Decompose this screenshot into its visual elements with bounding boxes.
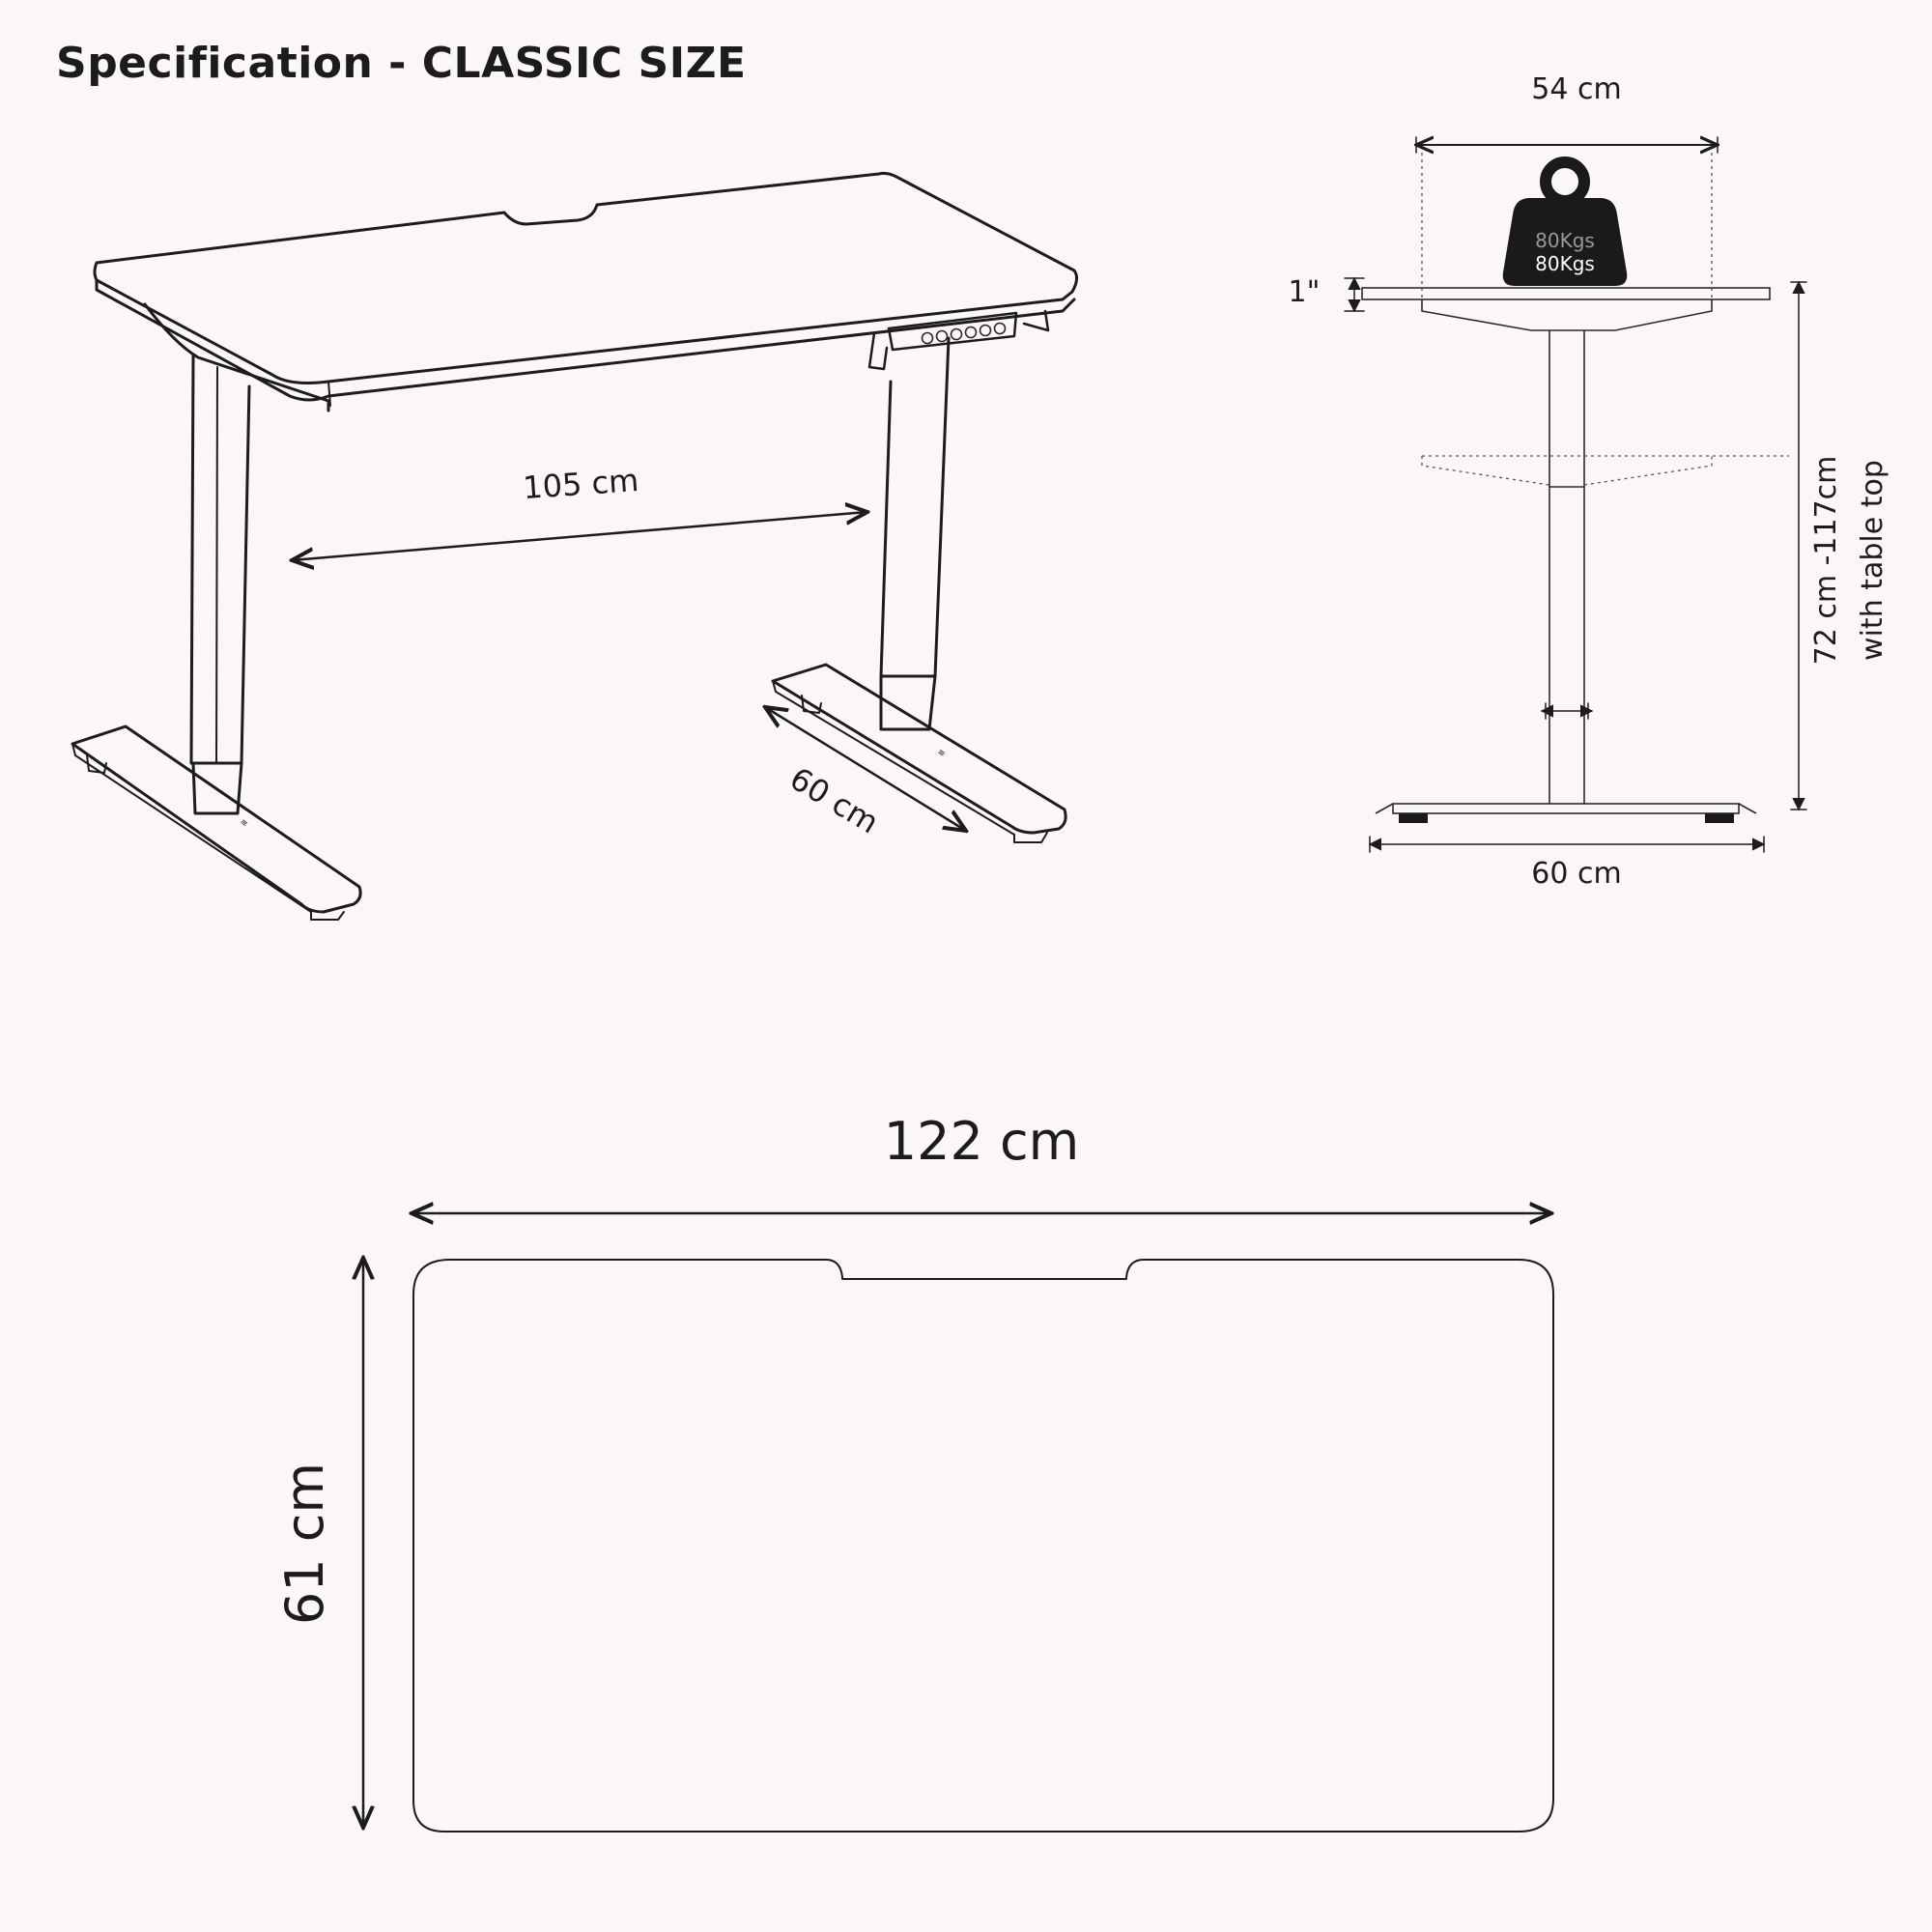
side-view — [1289, 72, 1889, 891]
svg-text:≋: ≋ — [935, 747, 948, 760]
leg-span-dimension-line — [292, 512, 867, 560]
page-title: Specification - CLASSIC SIZE — [56, 39, 747, 88]
base-width-label: 60 cm — [1531, 857, 1622, 891]
svg-text:80Kgs: 80Kgs — [1535, 229, 1595, 252]
height-range-note: with table top — [1856, 460, 1889, 661]
tabletop-outline — [413, 1260, 1553, 1832]
desk-top — [95, 173, 1077, 383]
tabletop-width-label: 122 cm — [883, 1111, 1080, 1172]
svg-text:≋: ≋ — [238, 817, 250, 830]
top-view — [274, 1111, 1553, 1832]
foot-length-label: 60 cm — [783, 759, 886, 841]
weight-label: 80Kgs — [1535, 252, 1595, 275]
left-leg — [72, 355, 360, 920]
perspective-desk — [72, 173, 1077, 920]
right-leg — [773, 311, 1065, 842]
weight-icon — [1503, 162, 1628, 286]
thickness-label: 1" — [1288, 275, 1321, 309]
side-table-top — [1362, 288, 1770, 299]
height-range-label: 72 cm -117cm — [1809, 455, 1843, 666]
tabletop-depth-label: 61 cm — [274, 1462, 335, 1626]
leg-span-label: 105 cm — [522, 461, 640, 507]
top-width-label: 54 cm — [1531, 72, 1622, 106]
